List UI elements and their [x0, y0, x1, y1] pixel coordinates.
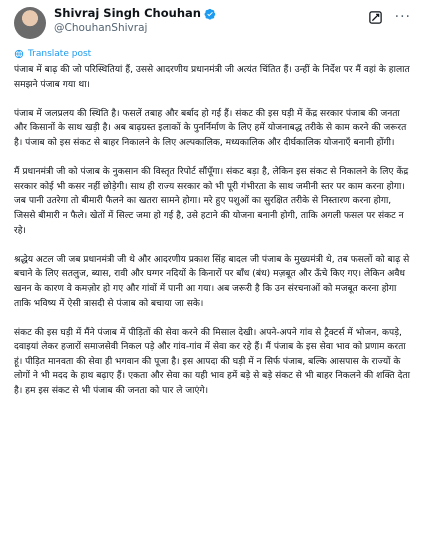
post-paragraph: संकट की इस घड़ी में मैंने पंजाब में पीड़ितों की सेवा करने की मिसाल देखी। अपने-अपने गांव से ट्रैक्टर्स में भोजन, कपड़े, दवाइयां लेकर हजारों समाजसेवी निकल पड़े और गांव-गांव में सेवा कर रहे हैं। मैं पंजाब के इस सेवा भाव को प्रणाम करता हूं। पीड़ित मानवता की सेवा ही भगवान की पूजा है। इस आपदा की घड़ी में न सिर्फ पंजाब, बल्कि आसपास के राज्यों के लोगों ने भी मदद के हाथ बढ़ाए हैं। एकता और सेवा का यही भाव हमें बड़े से बड़े संकट से भी बाहर निकलने की शक्ति देता है। हम इस संकट से भी पंजाब की जनता को पार ले जाएंगे। — [14, 327, 410, 397]
header-actions — [367, 8, 411, 26]
avatar[interactable] — [14, 7, 46, 39]
translate-label: Translate post — [28, 49, 92, 59]
translate-post-link[interactable] — [14, 49, 411, 59]
author-handle[interactable]: @ChouhanShivraj — [54, 22, 148, 34]
verified-badge-icon — [204, 8, 216, 20]
grok-button[interactable] — [367, 8, 385, 26]
post-header — [14, 6, 411, 46]
author-info — [54, 6, 367, 36]
post-paragraph: मैं प्रधानमंत्री जी को पंजाब के नुकसान की विस्तृत रिपोर्ट सौंपूँगा। संकट बड़ा है, लेकिन इस संकट से निकालने के लिए केंद्र सरकार कोई भी कसर नहीं छोड़ेगी। साथ ही राज्य सरकार को भी पूरी गंभीरता के साथ जमीनी स्तर पर काम करना होगा। जब पानी उतरेगा तो बीमारी फैलने का खतरा सामने होगा। मरे हुए पशुओं का सुरक्षित तरीके से निस्तारण करना होगा, जिससे बीमारी न फैले। खेतों में सिल्ट जमा हो गई है, उसे हटाने की योजना बनानी होगी, ताकि अगली फसल पर संकट न रहे। — [14, 167, 409, 236]
post-paragraph: पंजाब में जलप्रलय की स्थिति है। फसलें तबाह और बर्बाद हो गई हैं। संकट की इस घड़ी में केंद्र सरकार पंजाब की जनता और किसानों के साथ खड़ी है। अब बाढ़ग्रस्त इलाकों के पुनर्निर्माण के लिए हमें योजनाबद्ध तरीके से काम करने की जरूरत है। पंजाब को इस संकट से बाहर निकालने के लिए अल्पकालिक, मध्यकालिक और दीर्घकालिक योजनाएँ बनानी होंगी। — [14, 108, 407, 148]
name-row — [54, 6, 367, 21]
globe-icon — [14, 49, 24, 59]
grok-icon — [368, 10, 383, 25]
post-body — [14, 63, 411, 399]
author-display-name[interactable]: Shivraj Singh Chouhan — [54, 6, 201, 20]
post-paragraph: श्रद्धेय अटल जी जब प्रधानमंत्री जी थे और आदरणीय प्रकाश सिंह बादल जी पंजाब के मुख्यमंत्री थे, तब फसलों को बाढ़ से बचाने के लिए सतलुज, ब्यास, रावी और घग्गर नदियों के किनारों पर बाँध (बंध) मज़बूत और ऊँचे किए गए। लेकिन अवैध खनन के कारण वे कमज़ोर हो गए और गांवों में पानी आ गया। अब जरूरी है कि उन संरचनाओं को मजबूत करना होगा ताकि भविष्य में ऐसी त्रासदी से पंजाब को बचाया जा सके। — [14, 254, 410, 309]
more-options-icon[interactable]: ··· — [394, 9, 411, 25]
post-paragraph: पंजाब में बाढ़ की जो परिस्थितियां हैं, उससे आदरणीय प्रधानमंत्री जी अत्यंत चिंतित हैं। उन्हीं के निर्देश पर मैं वहां के हालात समझने पंजाब गया था। — [14, 65, 410, 90]
